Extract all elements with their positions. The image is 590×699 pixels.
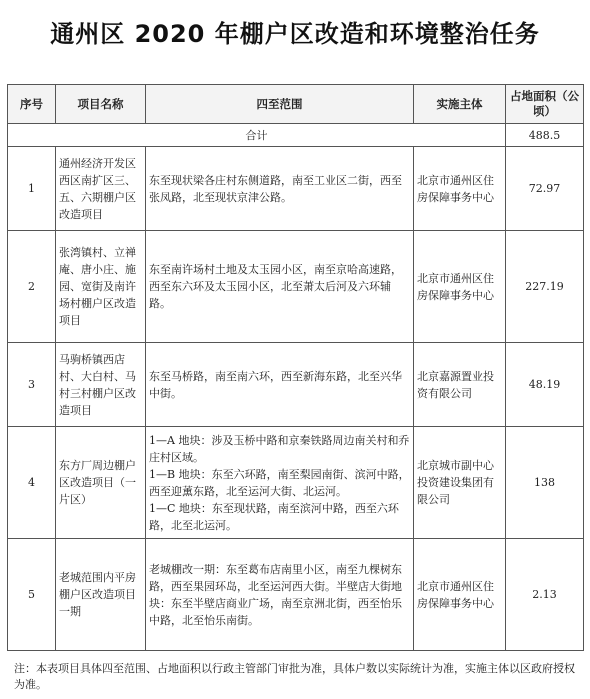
table-row: [8, 343, 584, 427]
table-header-row: [8, 85, 584, 124]
row-agency: 北京市通州区住房保障事务中心: [414, 231, 506, 343]
header-agency: 实施主体: [414, 85, 506, 124]
row-name: 张湾镇村、立禅庵、唐小庄、施园、宽街及南许场村棚户区改造项目: [56, 231, 146, 343]
row-scope: [146, 427, 414, 539]
row-name: 通州经济开发区西区南扩区三、五、六期棚户区改造项目: [56, 147, 146, 231]
task-table: [7, 84, 584, 651]
row-no: 3: [8, 343, 56, 427]
total-value: 488.5: [506, 124, 584, 147]
row-area: 2.13: [506, 539, 584, 651]
row-no: 4: [8, 427, 56, 539]
row-agency: 北京嘉源置业投资有限公司: [414, 343, 506, 427]
scope-line: 1—C 地块：东至现状路，南至滨河中路，西至六环路，北至北运河。: [149, 501, 399, 532]
row-no: 1: [8, 147, 56, 231]
row-name: 东方厂周边棚户区改造项目（一片区）: [56, 427, 146, 539]
row-name: 老城范围内平房棚户区改造项目一期: [56, 539, 146, 651]
total-label: 合计: [8, 124, 506, 147]
scope-line: 1—A 地块：涉及玉桥中路和京秦铁路周边南关村和乔庄村区域。: [149, 433, 410, 464]
row-scope: [146, 231, 414, 343]
footnote: 注：本表项目具体四至范围、占地面积以行政主管部门审批为准，具体户数以实际统计为准，实施主体以区政府授权为准。: [14, 662, 575, 691]
row-agency: 北京市通州区住房保障事务中心: [414, 147, 506, 231]
table-row: [8, 231, 584, 343]
row-no: 5: [8, 539, 56, 651]
header-no: 序号: [8, 85, 56, 124]
scope-line: 东至现状梁各庄村东侧道路，南至工业区二街，西至张凤路，北至现状京津公路。: [149, 173, 402, 204]
row-scope: [146, 147, 414, 231]
header-scope: 四至范围: [146, 85, 414, 124]
row-area: 48.19: [506, 343, 584, 427]
table-row: [8, 427, 584, 539]
row-scope: [146, 539, 414, 651]
row-no: 2: [8, 231, 56, 343]
page-title: 通州区 2020 年棚户区改造和环境整治任务: [50, 20, 540, 48]
scope-line: 老城棚改一期：东至葛布店南里小区，南至九棵树东路，西至果园环岛，北至运河西大街。半壁店大街地块：东至半壁店商业广场，南至京洲北街，西至怡乐中路，北至怡乐南街。: [149, 562, 402, 627]
row-agency: 北京市通州区住房保障事务中心: [414, 539, 506, 651]
header-area: 占地面积（公顷）: [506, 85, 584, 124]
row-name: 马驹桥镇西店村、大白村、马村三村棚户区改造项目: [56, 343, 146, 427]
row-area: 72.97: [506, 147, 584, 231]
header-name: 项目名称: [56, 85, 146, 124]
row-agency: 北京城市副中心投资建设集团有限公司: [414, 427, 506, 539]
scope-line: 东至马桥路，南至南六环，西至新海东路，北至兴华中街。: [149, 369, 402, 400]
scope-line: 东至南许场村土地及太玉园小区，南至京哈高速路，西至东六环及太玉园小区，北至萧太后河及六环辅路。: [149, 263, 402, 310]
row-area: 138: [506, 427, 584, 539]
row-area: 227.19: [506, 231, 584, 343]
table-row: [8, 539, 584, 651]
row-scope: [146, 343, 414, 427]
total-row: [8, 124, 584, 147]
scope-line: 1—B 地块：东至六环路，南至梨园南街、滨河中路，西至迎薰东路，北至运河大街、北运河。: [149, 467, 410, 498]
table-row: [8, 147, 584, 231]
